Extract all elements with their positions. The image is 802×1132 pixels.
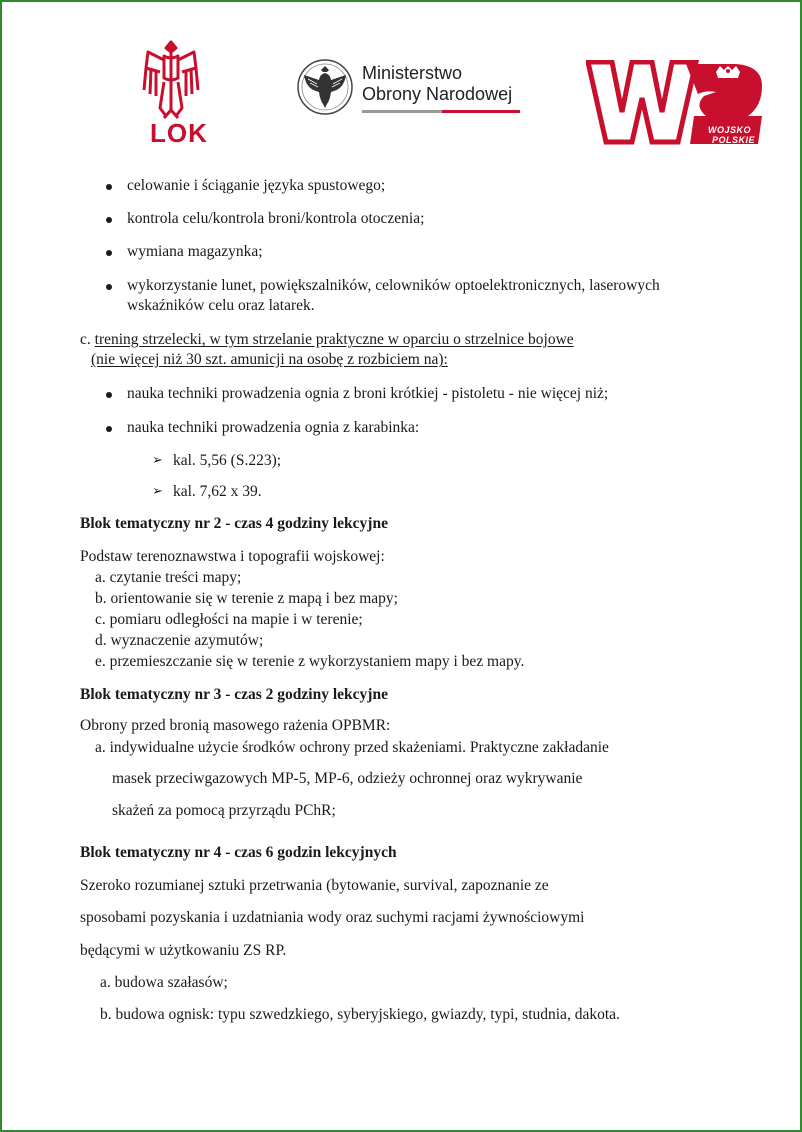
bullet-icon: [106, 217, 112, 223]
ministry-eagle-icon: [296, 58, 354, 116]
block2-heading: Blok tematyczny nr 2 - czas 4 godziny lekcyjne: [80, 515, 388, 532]
arrow-bullet-icon: ➢: [152, 453, 163, 468]
sub-list-item: kal. 7,62 x 39.: [173, 483, 262, 500]
bullet-icon: [106, 250, 112, 256]
wojsko-polskie-logo: [586, 60, 766, 148]
block4-heading: Blok tematyczny nr 4 - czas 6 godzin lekcyjnych: [80, 844, 397, 861]
bullet-icon: [106, 392, 112, 398]
wp-logo-line1: WOJSKO: [708, 125, 752, 135]
list-item: e. przemieszczanie się w terenie z wykorzystaniem mapy i bez mapy.: [95, 653, 525, 670]
list-item: d. wyznaczenie azymutów;: [95, 632, 264, 649]
wp-logo-line2: POLSKIE: [712, 135, 756, 145]
list-item: nauka techniki prowadzenia ognia z karabinka:: [127, 419, 420, 436]
bullet-icon: [106, 284, 112, 290]
section-c-line1: c. trening strzelecki, w tym strzelanie praktyczne w oparciu o strzelnice bojowe: [80, 331, 574, 348]
sub-list-item: kal. 5,56 (S.223);: [173, 452, 282, 469]
list-item: b. budowa ognisk: typu szwedzkiego, syberyjskiego, gwiazdy, typi, studnia, dakota.: [100, 1006, 620, 1023]
list-item: a. indywidualne użycie środków ochrony przed skażeniami. Praktyczne zakładanie: [95, 739, 609, 756]
arrow-bullet-icon: ➢: [152, 484, 163, 499]
lok-logo: [140, 38, 208, 150]
list-item: wymiana magazynka;: [127, 243, 263, 260]
list-item: nauka techniki prowadzenia ognia z broni krótkiej - pistoletu - nie więcej niż;: [127, 385, 609, 402]
block3-intro: Obrony przed bronią masowego rażenia OPBMR:: [80, 717, 391, 734]
lok-logo-text: LOK: [150, 118, 208, 148]
ministry-name-line1: Ministerstwo: [362, 63, 463, 83]
section-c-title: trening strzelecki, w tym strzelanie praktyczne w oparciu o strzelnice bojowe: [94, 331, 574, 348]
list-item: kontrola celu/kontrola broni/kontrola otoczenia;: [127, 210, 425, 227]
list-item: celowanie i ściąganie języka spustowego;: [127, 177, 386, 194]
block4-intro-line: Szeroko rozumianej sztuki przetrwania (bytowanie, survival, zapoznanie ze: [80, 877, 549, 894]
list-item: c. pomiaru odległości na mapie i w terenie;: [95, 611, 363, 628]
ministry-underline-red: [442, 110, 520, 113]
block3-heading: Blok tematyczny nr 3 - czas 2 godziny lekcyjne: [80, 686, 388, 703]
list-item: a. czytanie treści mapy;: [95, 569, 242, 586]
list-item: wykorzystanie lunet, powiększalników, celowników optoelektronicznych, laserowych: [127, 277, 660, 294]
ministry-name-line2: Obrony Narodowej: [362, 84, 513, 104]
block4-intro-line: sposobami pozyskania i uzdatniania wody oraz suchymi racjami żywnościowymi: [80, 909, 585, 926]
block2-intro: Podstaw terenoznawstwa i topografii wojskowej:: [80, 548, 385, 565]
list-item-continuation: skażeń za pomocą przyrządu PChR;: [112, 802, 336, 819]
ministry-logo: [296, 58, 526, 118]
bullet-icon: [106, 426, 112, 432]
lok-eagle-icon: [140, 38, 202, 120]
bullet-icon: [106, 184, 112, 190]
section-c-line2: (nie więcej niż 30 szt. amunicji na osobę z rozbiciem na):: [91, 351, 448, 368]
ministry-underline-grey: [362, 110, 442, 113]
list-item: a. budowa szałasów;: [100, 974, 228, 991]
list-item-continuation: wskaźników celu oraz latarek.: [127, 297, 315, 314]
list-item: b. orientowanie się w terenie z mapą i bez mapy;: [95, 590, 398, 607]
list-item-continuation: masek przeciwgazowych MP-5, MP-6, odzieży ochronnej oraz wykrywanie: [112, 770, 583, 787]
block4-intro-line: będącymi w użytkowaniu ZS RP.: [80, 942, 287, 959]
